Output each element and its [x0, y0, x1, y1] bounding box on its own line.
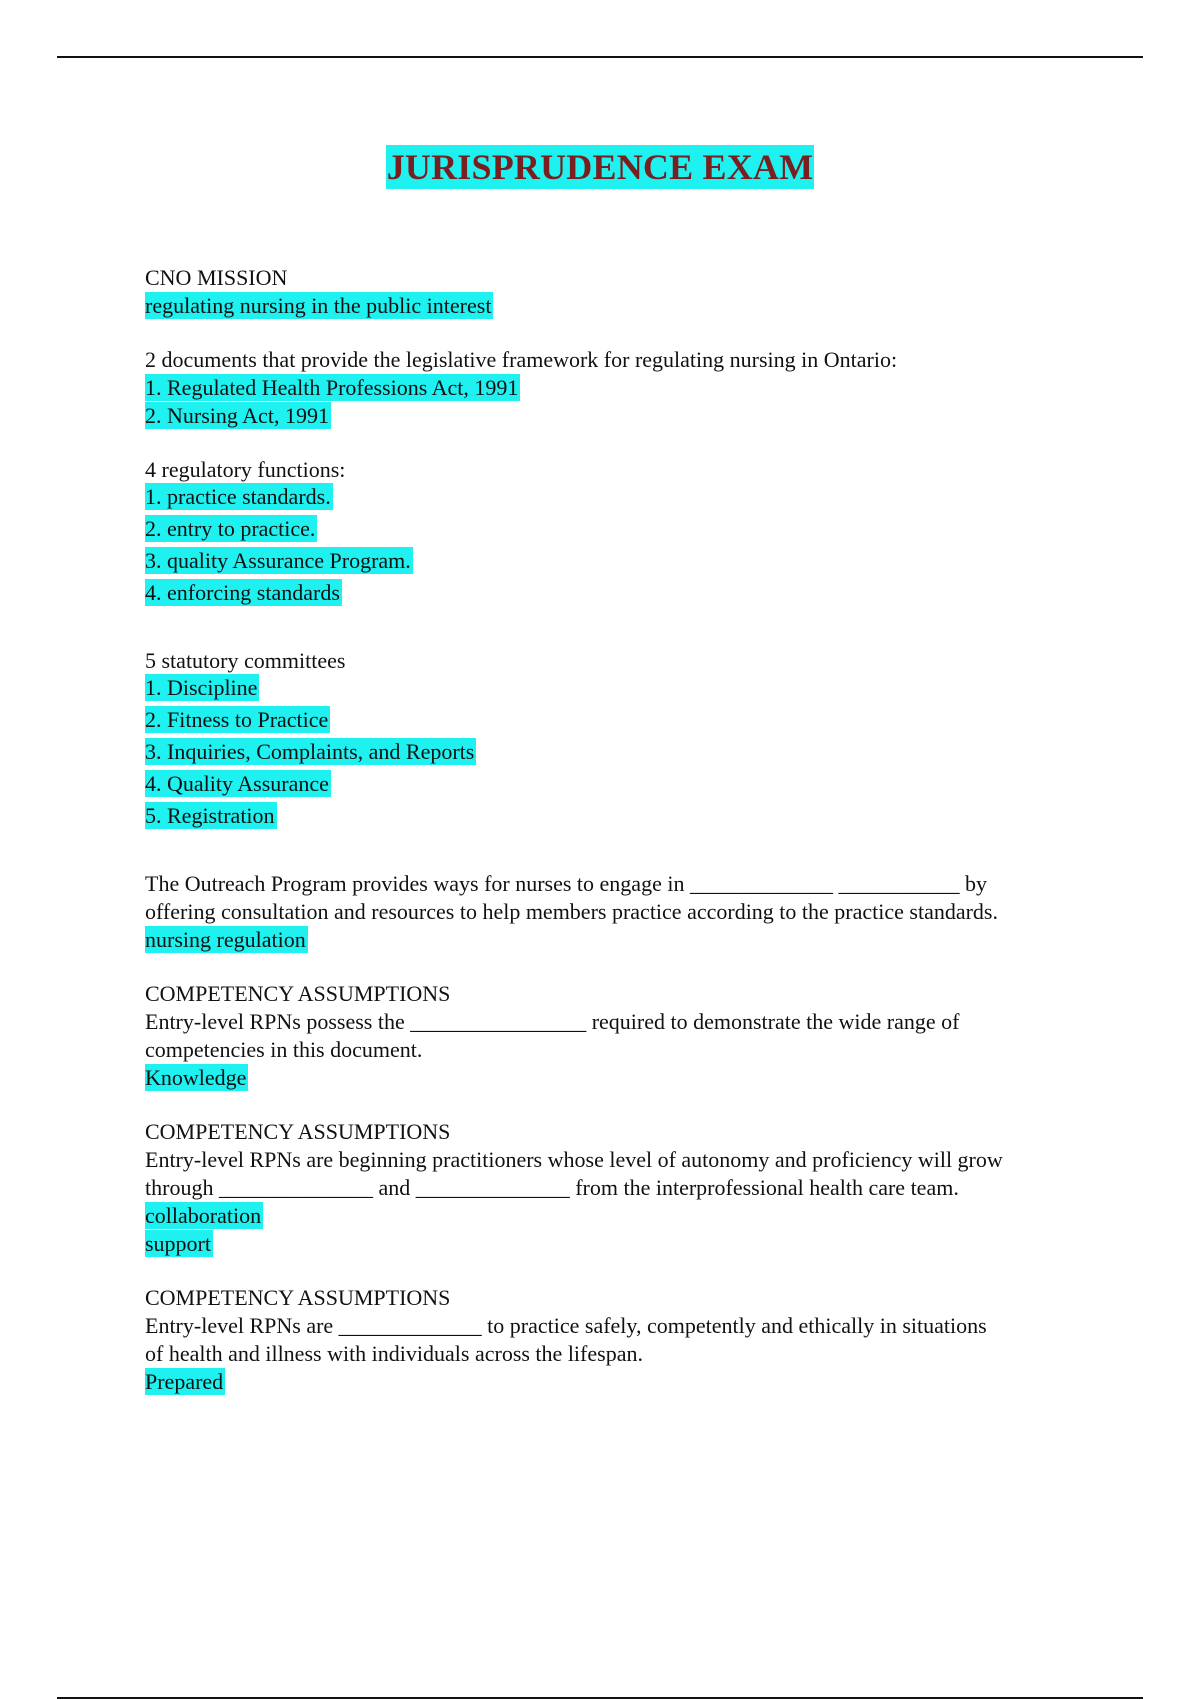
question-text: Entry-level RPNs are _____________ to practice safely, competently and ethically in situations [145, 1313, 987, 1338]
section-heading: CNO MISSION [145, 265, 288, 290]
bottom-rule [57, 1697, 1143, 1699]
question-text: Entry-level RPNs are beginning practitioners whose level of autonomy and proficiency will grow [145, 1147, 1003, 1172]
question-text: of health and illness with individuals across the lifespan. [145, 1341, 643, 1366]
answer-highlight: 1. practice standards. [145, 484, 331, 509]
answer-highlight: 3. Inquiries, Complaints, and Reports [145, 739, 475, 764]
section-outreach [145, 870, 1095, 954]
question-text: 2 documents that provide the legislative framework for regulating nursing in Ontario: [145, 347, 898, 372]
section-heading: COMPETENCY ASSUMPTIONS [145, 981, 451, 1006]
answer-highlight: 4. Quality Assurance [145, 771, 329, 796]
section-functions [145, 456, 1095, 611]
section-heading: COMPETENCY ASSUMPTIONS [145, 1285, 451, 1310]
title-container [0, 145, 1200, 189]
answer-highlight: 3. quality Assurance Program. [145, 548, 411, 573]
section-documents [145, 346, 1095, 430]
answer-highlight: 2. entry to practice. [145, 516, 316, 541]
section-competency-3 [145, 1284, 1095, 1396]
question-text: through ______________ and ______________ from the interprofessional health care team. [145, 1175, 959, 1200]
document-body [145, 264, 1095, 1422]
answer-highlight: 2. Fitness to Practice [145, 707, 329, 732]
section-competency-1 [145, 980, 1095, 1092]
question-text: offering consultation and resources to help members practice according to the practice standards. [145, 899, 998, 924]
question-text: 5 statutory committees [145, 648, 346, 673]
page-title: JURISPRUDENCE EXAM [386, 147, 814, 187]
answer-highlight: collaboration [145, 1203, 262, 1228]
answer-highlight: Prepared [145, 1369, 224, 1394]
answer-highlight: 4. enforcing standards [145, 580, 340, 605]
question-text: competencies in this document. [145, 1037, 423, 1062]
section-heading: COMPETENCY ASSUMPTIONS [145, 1119, 451, 1144]
section-mission [145, 264, 1095, 320]
answer-highlight: 1. Discipline [145, 675, 258, 700]
question-text: Entry-level RPNs possess the ________________ required to demonstrate the wide range of [145, 1009, 960, 1034]
section-competency-2 [145, 1118, 1095, 1258]
question-text: 4 regulatory functions: [145, 457, 346, 482]
answer-highlight: 5. Registration [145, 803, 275, 828]
question-text: The Outreach Program provides ways for nurses to engage in _____________ ___________ by [145, 871, 987, 896]
answer-highlight: support [145, 1231, 211, 1256]
top-rule [57, 56, 1143, 58]
answer-highlight: Knowledge [145, 1065, 247, 1090]
answer-highlight: nursing regulation [145, 927, 306, 952]
answer-highlight: regulating nursing in the public interest [145, 293, 492, 318]
answer-highlight: 2. Nursing Act, 1991 [145, 403, 329, 428]
section-committees [145, 647, 1095, 834]
answer-highlight: 1. Regulated Health Professions Act, 1991 [145, 375, 519, 400]
